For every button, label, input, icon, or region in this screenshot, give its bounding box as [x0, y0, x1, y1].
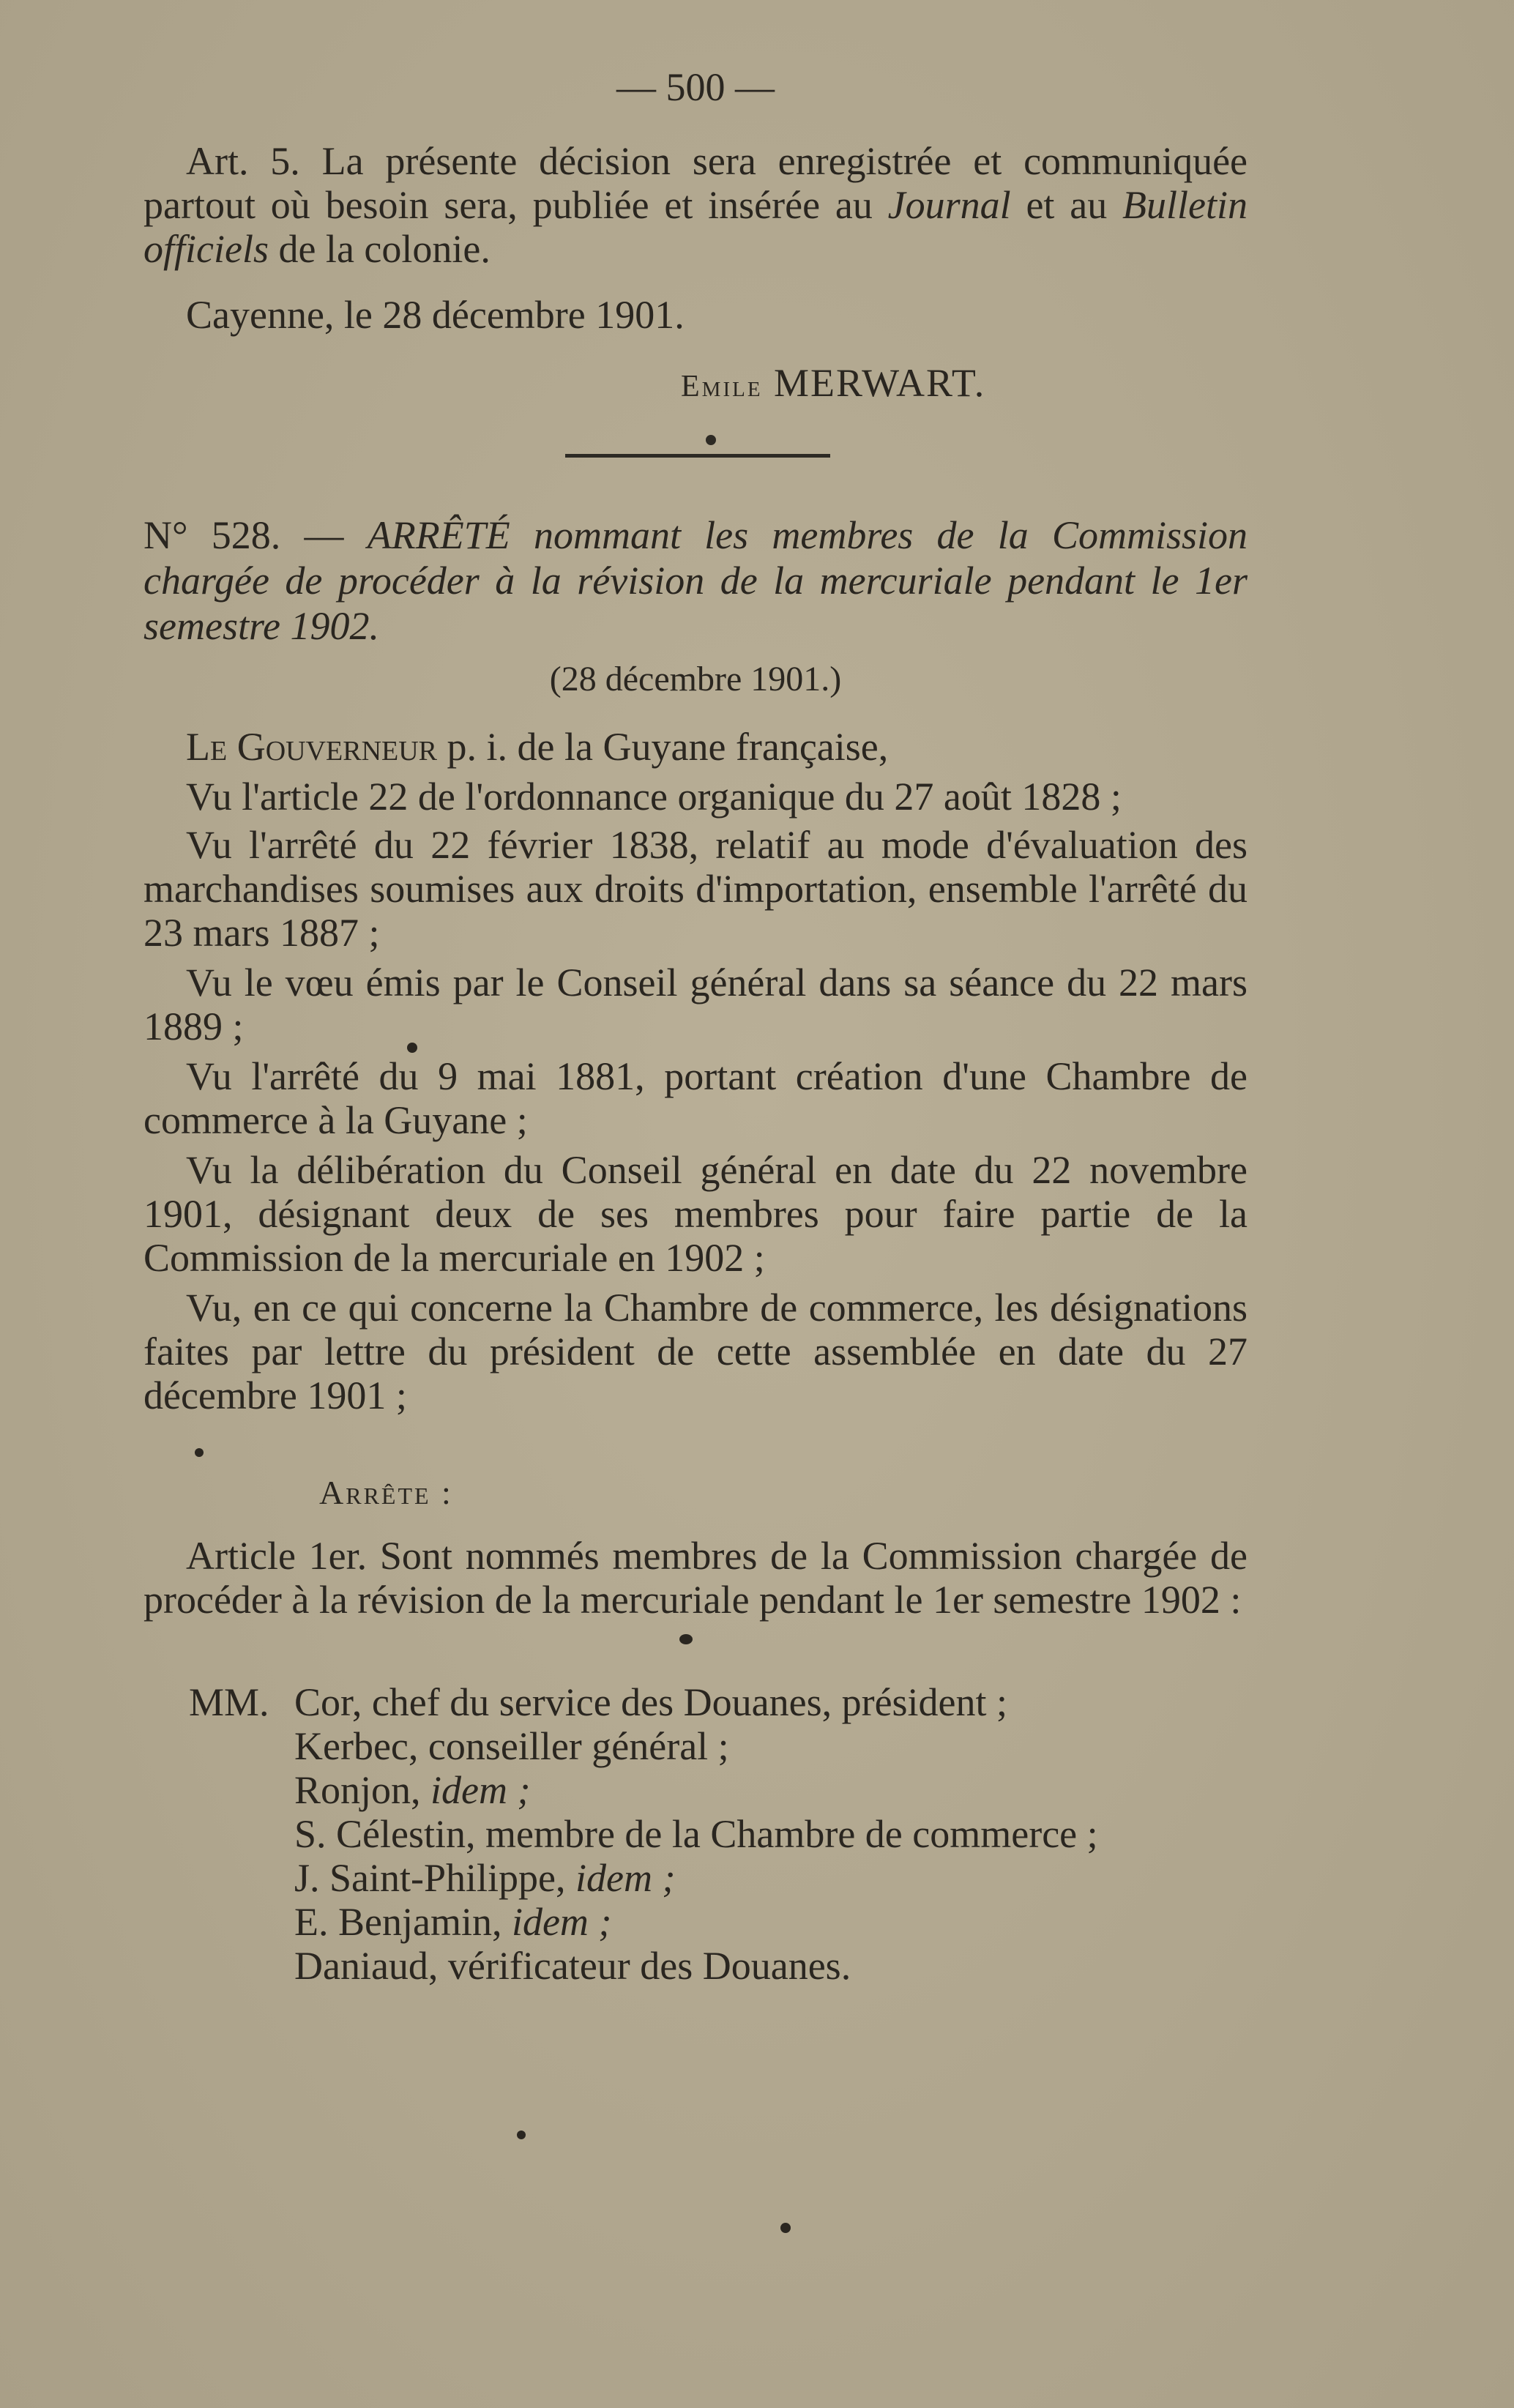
journal-italic: Journal [887, 183, 1011, 227]
signature-last-name: MERWART. [774, 361, 986, 405]
ink-speck [780, 2223, 791, 2233]
article-5 [143, 139, 1248, 271]
article-1-text: Article 1er. Sont nommés membres de la Commission chargée de procéder à la révision de la mercuriale pendant le 1er semestre 1902 : [143, 1534, 1248, 1622]
place-date [143, 293, 1248, 337]
decree-date: (28 décembre 1901.) [549, 660, 842, 698]
vu-paragraph-6: Vu, en ce qui concerne la Chambre de commerce, les désignations faites par lettre du président de cette assemblée en date du 27 décembre 1901 ; [143, 1286, 1248, 1417]
signature [681, 360, 985, 406]
vu-paragraph-5: Vu la délibération du Conseil général en date du 22 novembre 1901, désignant deux de ses membres pour faire partie de la Commission de la mercuriale en 1902 ; [143, 1148, 1248, 1280]
article-5-part-e: de la colonie. [268, 227, 491, 271]
governor-line [143, 725, 1248, 769]
governor-rest: p. i. de la Guyane française, [437, 725, 889, 769]
arrete-heading: Arrête : [319, 1474, 453, 1511]
member-name: Cor, chef du service des Douanes, président ; [294, 1680, 1008, 1724]
vu-paragraph-2: Vu l'arrêté du 22 février 1838, relatif au mode d'évaluation des marchandises soumises aux droits d'importation, ensemble l'arrêté du 23 mars 1887 ; [143, 823, 1248, 955]
bulletin-italic: Bulletin officiels [143, 183, 1248, 271]
rule-ornament [706, 435, 716, 445]
article-5-part-a: Art. 5. La présente décision sera enregistrée et communiquée partout où besoin sera, publiée et insérée au [143, 139, 1248, 227]
ink-speck [517, 2131, 526, 2139]
member-name: S. Célestin, membre de la Chambre de commerce ; [294, 1812, 1098, 1856]
decree-number: N° 528. — [143, 513, 368, 557]
vu-paragraph-1: Vu l'article 22 de l'ordonnance organique du 27 août 1828 ; [186, 775, 1122, 819]
article-1 [143, 1534, 1248, 1622]
place-date-text: Cayenne, le 28 décembre 1901. [186, 293, 685, 337]
member-line [294, 1944, 1098, 1988]
member-line [294, 1812, 1098, 1856]
ink-speck [195, 1448, 204, 1457]
member-idem: idem ; [430, 1768, 531, 1812]
ink-speck [407, 1043, 417, 1053]
member-name: J. Saint-Philippe, [294, 1856, 576, 1900]
governor-title: Le Gouverneur [186, 725, 438, 769]
article-5-text [143, 139, 1248, 271]
decree-title: ARRÊTÉ nommant les membres de la Commission chargée de procéder à la révision de la mercuriale pendant le 1er semestre 1902. [143, 513, 1248, 648]
vu-paragraph-3: Vu le vœu émis par le Conseil général dans sa séance du 22 mars 1889 ; [143, 961, 1248, 1048]
ink-speck [679, 1634, 693, 1644]
member-line [294, 1724, 1098, 1768]
member-line [294, 1768, 1098, 1812]
members-prefix: MM. [189, 1680, 269, 1724]
members-names [294, 1680, 1098, 1988]
member-name: Kerbec, conseiller général ; [294, 1724, 729, 1768]
signature-first-name: Emile [681, 370, 763, 403]
decree-heading [143, 512, 1248, 649]
member-line [294, 1680, 1098, 1724]
vu-paragraph-4: Vu l'arrêté du 9 mai 1881, portant création d'une Chambre de commerce à la Guyane ; [143, 1054, 1248, 1142]
member-line [294, 1900, 1098, 1944]
member-name: Daniaud, vérificateur des Douanes. [294, 1944, 851, 1988]
member-name: E. Benjamin, [294, 1900, 512, 1944]
article-5-part-c: et au [1010, 183, 1123, 227]
member-idem: idem ; [511, 1900, 612, 1944]
member-line [294, 1856, 1098, 1900]
decree-body [143, 725, 1248, 1417]
member-name: Ronjon, [294, 1768, 431, 1812]
separator-rule [565, 454, 830, 458]
page-number: — 500 — [616, 65, 775, 109]
member-idem: idem ; [575, 1856, 676, 1900]
